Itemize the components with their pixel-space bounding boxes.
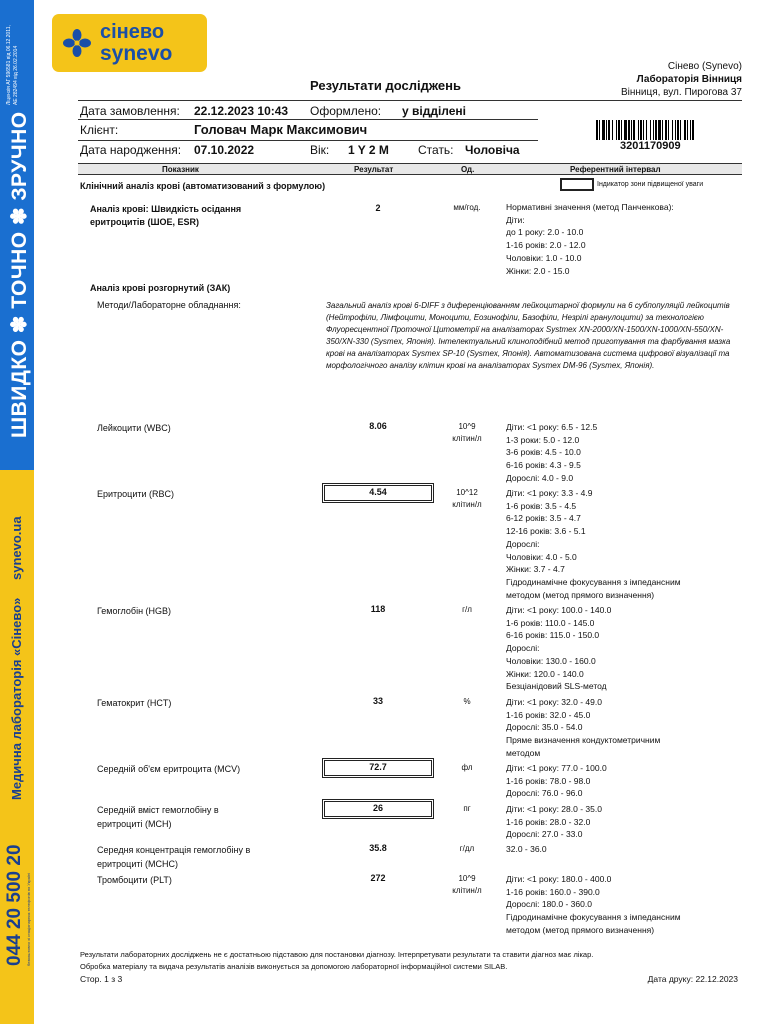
registered-label: Оформлено: [310, 104, 382, 118]
ref-line: 32.0 - 36.0 [506, 844, 547, 854]
unit-line: % [463, 697, 471, 706]
ref-line: Гідродинамічне фокусування з імпедансним [506, 576, 681, 587]
methods-label: Методи/Лабораторне обладнання: [97, 300, 241, 310]
test-name-line: Еритроцити (RBC) [97, 489, 174, 499]
order-date-value: 22.12.2023 10:43 [194, 104, 289, 118]
methods-text: Загальний аналіз крові 6-DIFF з диференціюванням лейкоцитарної формули на 6 субпопуляцій лейкоцитів (Нейтрофіли, Лімфоцити, Моноцити, Еозинофіли, Базофіли, Незрілі гранулоцити) за технологією Флуоресцентної Проточної Цитометрії на аналізаторах Systmex XN-2000/XN-1500/XN-1000/XN-550/XN-350/XN-330 (Sysmex, Японія). Інтелектуальний клиноподібний метод приготування та фарбування мазка крові на аналізаторах Sysmex SP-10 (Sysmex, Японія). Автоматизована система цифрової візуалізації та морфологічного аналізу клітин крові на аналізаторах Sysmex DM-96 (Sysmex, Японія). [326, 301, 731, 371]
test-unit [437, 762, 497, 774]
ref-line: 6-16 років: 4.3 - 9.5 [506, 460, 581, 471]
section-title: Аналіз крові розгорнутий (ЗАК) [90, 283, 231, 293]
unit-line: 10^9 [458, 874, 476, 883]
attention-indicator-box [560, 178, 594, 191]
col-unit: Од. [461, 165, 475, 174]
divider [78, 119, 538, 120]
unit-line: клітин/л [452, 500, 482, 509]
ref-line: Дорослі: 4.0 - 9.0 [506, 472, 574, 483]
logo-text-cyrillic: сінево [100, 21, 165, 43]
logo-text-latin: synevo [100, 42, 173, 65]
test-unit [437, 421, 497, 445]
unit-line: г/л [462, 605, 472, 614]
ref-line: 1-16 років: 32.0 - 45.0 [506, 709, 591, 720]
ref-line: методом [506, 747, 541, 758]
ref-line: 1-16 років: 160.0 - 390.0 [506, 886, 600, 897]
website-link[interactable]: synevo.ua [9, 516, 24, 580]
ref-line: методом (метод прямого визначення) [506, 589, 655, 600]
test-result: 26 [372, 803, 383, 813]
ref-line: Діти: <1 року: 28.0 - 35.0 [506, 804, 602, 814]
ref-line: Жінки: 3.7 - 4.7 [506, 564, 565, 575]
unit-line: фл [461, 763, 473, 772]
unit-line: 10^12 [456, 488, 478, 497]
test-result: 33 [372, 696, 383, 706]
attention-indicator-label: Індикатор зони підвищеної уваги [597, 181, 704, 188]
ref-line: 1-6 років: 3.5 - 4.5 [506, 500, 577, 511]
test-name [97, 487, 174, 501]
ref-interval [506, 762, 607, 800]
ref-line: 3-6 років: 4.5 - 10.0 [506, 447, 581, 458]
org-address: Вінниця, вул. Пирогова 37 [620, 87, 742, 98]
test-result: 2 [375, 203, 381, 213]
ref-line: Дорослі: 27.0 - 33.0 [506, 829, 583, 840]
test-name [97, 421, 171, 435]
ref-line: 1-16 років: 2.0 - 12.0 [506, 240, 586, 251]
table-header [78, 163, 742, 175]
ref-line: 6-12 років: 3.5 - 4.7 [506, 513, 581, 524]
unit-line: 10^9 [458, 422, 476, 431]
ref-line: Діти: <1 року: 77.0 - 100.0 [506, 763, 607, 773]
test-unit [437, 803, 497, 815]
test-result: 35.8 [369, 843, 387, 853]
page-title: Результати досліджень [310, 78, 461, 93]
birth-date-label: Дата народження: [80, 143, 182, 157]
ref-line: Діти: <1 року: 6.5 - 12.5 [506, 422, 598, 432]
ref-line: Чоловіки: 1.0 - 10.0 [506, 252, 582, 263]
ref-interval [506, 843, 547, 856]
age-value: 1 Y 2 M [348, 143, 389, 157]
ref-line: Дорослі: [506, 538, 540, 549]
ref-line: Дорослі: 35.0 - 54.0 [506, 722, 583, 733]
ref-line: Дорослі: 76.0 - 96.0 [506, 788, 583, 799]
ref-line: Жінки: 120.0 - 140.0 [506, 668, 584, 679]
ref-line: 1-16 років: 28.0 - 32.0 [506, 816, 591, 827]
unit-line: г/дл [459, 844, 475, 853]
test-name [97, 762, 240, 776]
test-name-line: Аналіз крові: Швидкість осідання [90, 204, 242, 214]
test-unit [437, 873, 497, 897]
test-name [97, 873, 172, 887]
side-strip [0, 0, 34, 1024]
ref-line: Гідродинамічне фокусування з імпедансним [506, 912, 681, 923]
divider [78, 140, 538, 141]
test-name [97, 604, 171, 618]
flower-icon [62, 28, 92, 58]
test-name-line: Тромбоцити (PLT) [97, 875, 172, 885]
sex-value: Чоловіча [465, 143, 520, 157]
ref-interval-esr [506, 201, 674, 277]
test-result: 8.06 [369, 421, 387, 431]
test-name-line: Середній вміст гемоглобіну в [97, 805, 219, 815]
ref-line: Діти: <1 року: 100.0 - 140.0 [506, 605, 612, 615]
ref-line: 12-16 років: 3.6 - 5.1 [506, 526, 586, 537]
ref-line: Діти: <1 року: 32.0 - 49.0 [506, 697, 602, 707]
ref-line: Дорослі: 180.0 - 360.0 [506, 899, 592, 910]
ref-interval [506, 696, 660, 760]
ref-line: Дорослі: [506, 643, 540, 654]
ref-line: 6-16 років: 115.0 - 150.0 [506, 630, 600, 641]
test-unit: мм/год. [453, 203, 481, 212]
ref-interval [506, 604, 611, 693]
age-label: Вік: [310, 143, 330, 157]
test-name-line: Середня концентрація гемоглобіну в [97, 845, 251, 855]
ref-line: до 1 року: 2.0 - 10.0 [506, 227, 584, 238]
test-name-line: Гемоглобін (HGB) [97, 606, 172, 616]
ref-line: Діти: [506, 214, 525, 225]
ref-line: Діти: <1 року: 180.0 - 400.0 [506, 874, 612, 884]
barcode [596, 120, 740, 140]
ref-line: 1-16 років: 78.0 - 98.0 [506, 775, 591, 786]
disclaimer: Результати лабораторних досліджень не є достатньою підставою для постановки діагнозу. Інтерпретувати результати та ставити діагноз має лікар. [80, 950, 594, 959]
test-unit [437, 487, 497, 511]
registered-value: у відділені [402, 104, 467, 118]
test-result: 118 [370, 604, 386, 614]
ref-interval [506, 421, 597, 485]
birth-date-value: 07.10.2022 [194, 143, 255, 157]
org-name: Сінево (Synevo) [667, 61, 742, 72]
org-lab: Лабораторія Вінниця [636, 74, 742, 85]
phone-note: безкоштовно зі стаціонарних телефонів по Україні [26, 872, 31, 966]
col-indicator: Показник [162, 165, 199, 174]
test-name [97, 803, 219, 831]
license-text: Ліцензія АГ 596581 від 06.12.2011, [6, 25, 12, 105]
client-name: Головач Марк Максимович [194, 122, 368, 137]
ref-line: Діти: <1 року: 3.3 - 4.9 [506, 488, 593, 498]
unit-line: клітин/л [452, 886, 482, 895]
license-text-2: АЕ 282494 від 26.02.2014 [13, 45, 19, 105]
test-name-line: Гематокрит (HCT) [97, 698, 172, 708]
barcode-number: 3201170909 [620, 140, 681, 152]
divider [78, 100, 742, 101]
test-result: 272 [370, 873, 386, 883]
ref-line: 1-6 років: 110.0 - 145.0 [506, 617, 595, 628]
ref-interval [506, 803, 602, 841]
test-unit [437, 696, 497, 708]
order-date-label: Дата замовлення: [80, 104, 180, 118]
test-unit [437, 604, 497, 616]
test-unit [437, 843, 497, 855]
test-name [97, 696, 171, 710]
silab-note: Обробка матеріалу та видача результатів аналізів виконується за допомогою лабораторної інформаційної системи SILAB. [80, 962, 508, 971]
ref-line: 1-3 роки: 5.0 - 12.0 [506, 434, 580, 445]
test-name-line: еритроцитів (ШОЕ, ESR) [90, 217, 199, 227]
ref-line: Жінки: 2.0 - 15.0 [506, 265, 570, 276]
ref-interval [506, 873, 681, 937]
section-title: Клінічний аналіз крові (автоматизований з формулою) [80, 181, 326, 191]
ref-line: Безціанідовий SLS-метод [506, 681, 607, 692]
test-name-line: Середній об'єм еритроцита (MCV) [97, 764, 241, 774]
page-number: Стор. 1 з 3 [80, 974, 123, 984]
test-name-line: Лейкоцити (WBC) [97, 423, 171, 433]
ref-line: Пряме визначення кондуктометричним [506, 735, 661, 746]
synevo-logo [52, 14, 207, 72]
print-date: Дата друку: 22.12.2023 [647, 974, 738, 984]
sex-label: Стать: [418, 143, 454, 157]
col-reference: Референтний інтервал [570, 165, 661, 174]
ref-line: Чоловіки: 4.0 - 5.0 [506, 551, 577, 562]
test-result: 72.7 [369, 762, 387, 772]
unit-line: пг [463, 804, 471, 813]
col-result: Результат [354, 165, 394, 174]
ref-line: Нормативні значення (метод Панченкова): [506, 202, 674, 212]
test-name-line: еритроциті (MCHC) [97, 859, 178, 869]
unit-line: клітин/л [452, 434, 482, 443]
ref-interval [506, 487, 681, 601]
client-label: Клієнт: [80, 123, 119, 137]
ref-line: методом (метод прямого визначення) [506, 924, 655, 935]
lab-name-vertical: Медична лабораторія «Сінево» [9, 597, 24, 800]
slogan: ШВИДКО ✽ ТОЧНО ✽ ЗРУЧНО [8, 111, 31, 438]
test-name-esr [90, 203, 241, 229]
test-name [97, 843, 250, 871]
ref-line: Чоловіки: 130.0 - 160.0 [506, 655, 596, 666]
phone-number[interactable]: 044 20 500 20 [4, 844, 25, 966]
test-name-line: еритроциті (MCH) [97, 819, 172, 829]
test-result: 4.54 [369, 487, 387, 497]
